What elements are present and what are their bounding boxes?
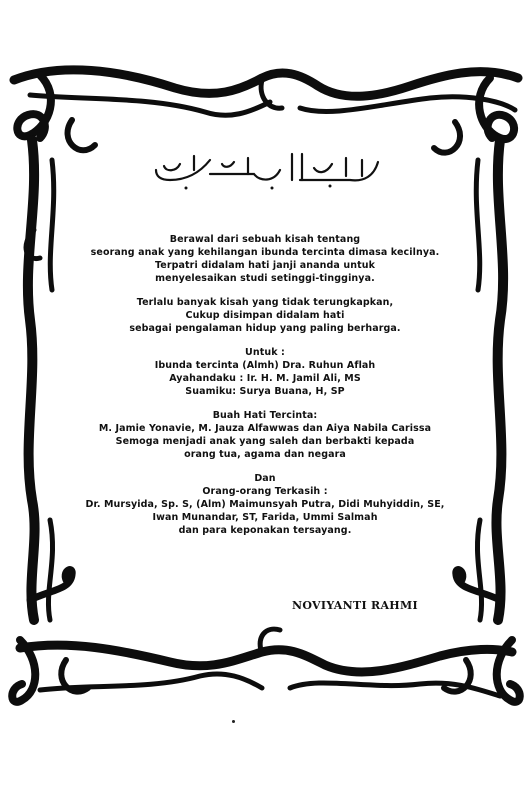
dedication-text — [70, 233, 460, 548]
scan-speck — [232, 720, 235, 723]
dedication-line: Iwan Munandar, ST, Farida, Ummi Salmah — [152, 512, 378, 523]
dedication-paragraph — [70, 296, 460, 335]
author-signature: NOVIYANTI RAHMI — [292, 599, 418, 612]
dedication-line: orang tua, agama dan negara — [184, 449, 346, 460]
dedication-line: Cukup disimpan didalam hati — [185, 310, 345, 321]
dedication-paragraph — [70, 409, 460, 461]
dedication-paragraph — [70, 472, 460, 537]
dedication-line: Untuk : — [245, 347, 285, 358]
dedication-line: Terpatri didalam hati janji ananda untuk — [154, 260, 376, 271]
dedication-line: menyelesaikan studi setinggi-tingginya. — [155, 273, 375, 284]
dedication-line: M. Jamie Yonavie, M. Jauza Alfawwas dan Aiya Nabila Carissa — [98, 423, 432, 434]
dedication-line: Buah Hati Tercinta: — [212, 410, 318, 421]
dedication-line: Suamiku: Surya Buana, H, SP — [185, 386, 345, 397]
dedication-paragraph — [70, 233, 460, 285]
basmala-calligraphy — [150, 150, 385, 192]
dedication-paragraph — [70, 346, 460, 398]
dedication-line: Terlalu banyak kisah yang tidak terungkapkan, — [136, 297, 394, 308]
dedication-line: dan para keponakan tersayang. — [178, 525, 352, 536]
dedication-line: Orang-orang Terkasih : — [202, 486, 328, 497]
dedication-line: Semoga menjadi anak yang saleh dan berbakti kepada — [115, 436, 415, 447]
dedication-line: Dan — [254, 473, 276, 484]
dedication-line: Dr. Mursyida, Sp. S, (Alm) Maimunsyah Putra, Didi Muhyiddin, SE, — [85, 499, 445, 510]
dedication-line: seorang anak yang kehilangan ibunda tercinta dimasa kecilnya. — [90, 247, 440, 258]
dedication-line: sebagai pengalaman hidup yang paling berharga. — [129, 323, 401, 334]
dedication-line: Ayahandaku : Ir. H. M. Jamil Ali, MS — [169, 373, 361, 384]
dedication-line: Berawal dari sebuah kisah tentang — [169, 234, 361, 245]
dedication-line: Ibunda tercinta (Almh) Dra. Ruhun Aflah — [154, 360, 376, 371]
